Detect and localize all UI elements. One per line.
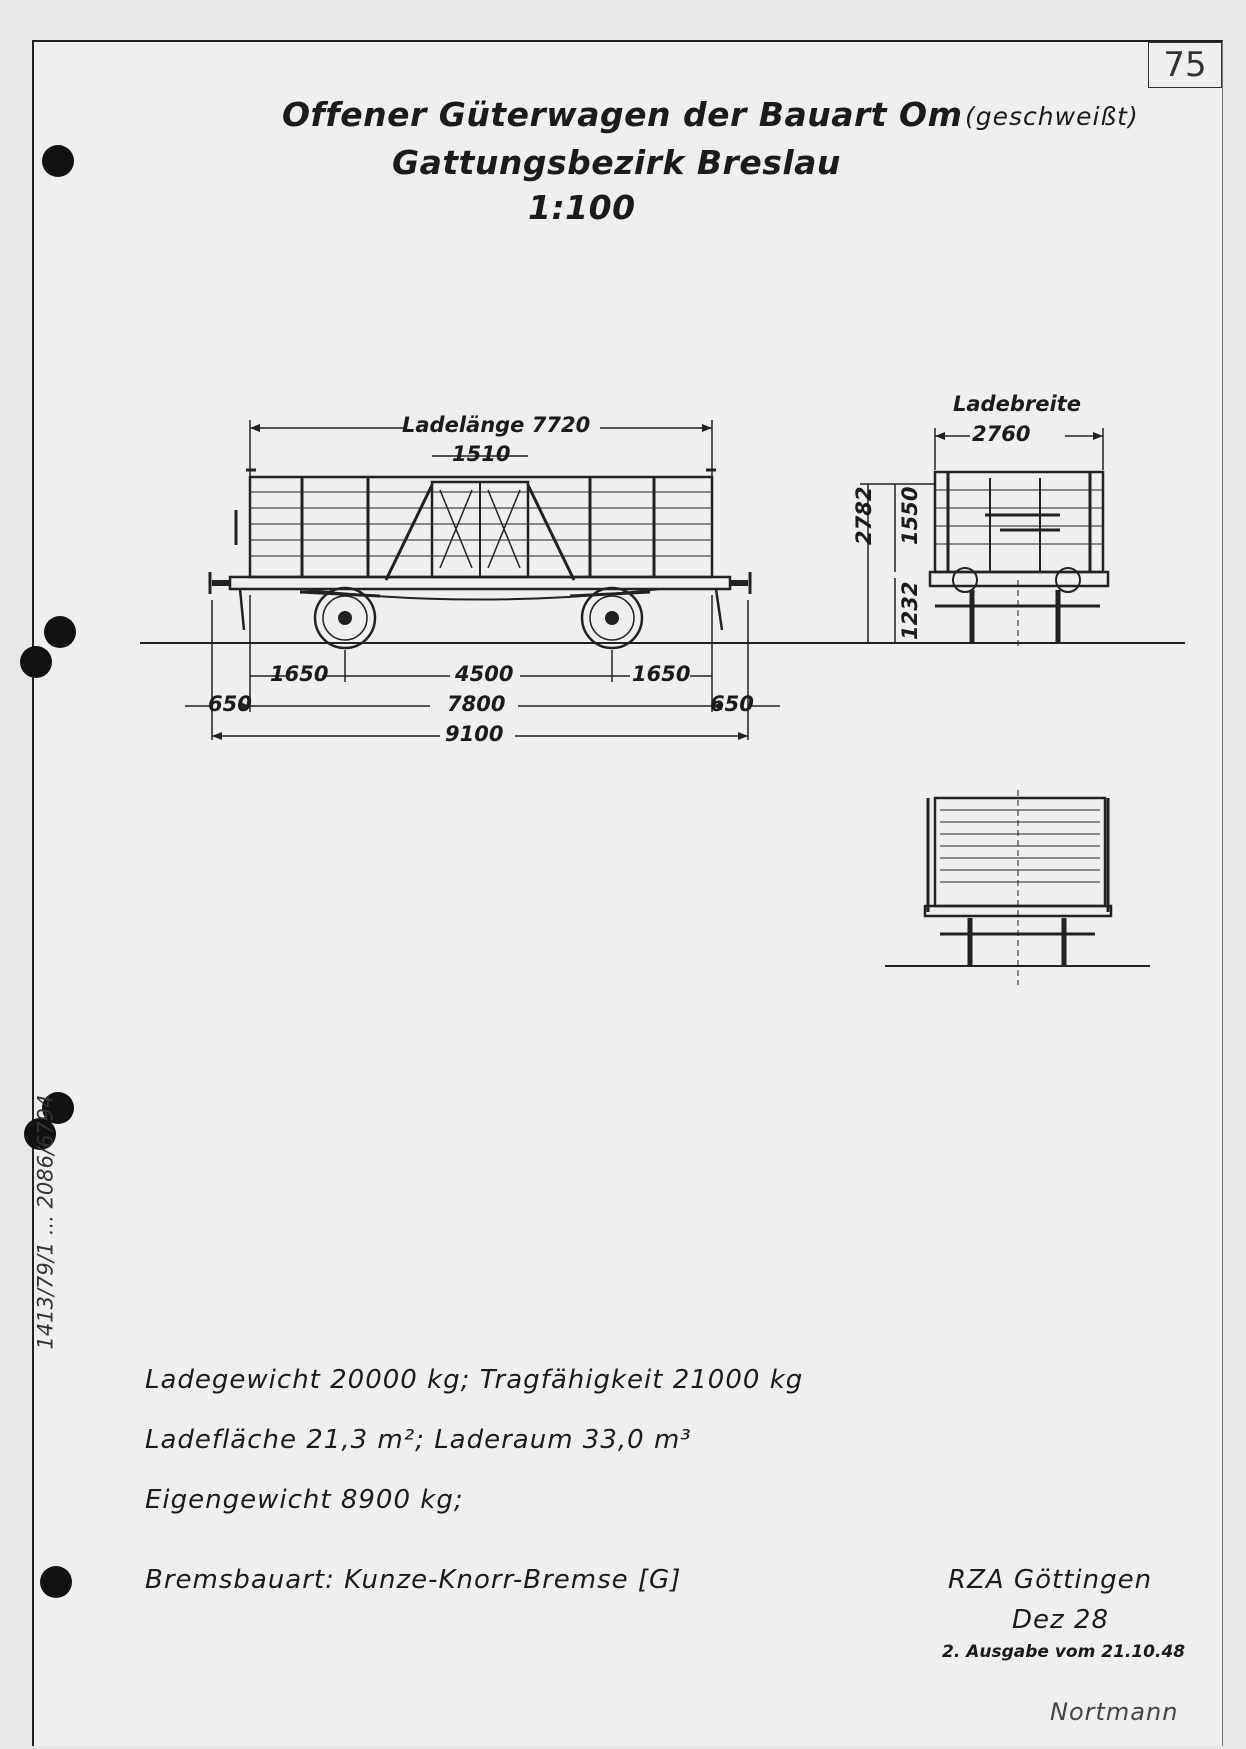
title-note: (geschweißt)	[965, 102, 1139, 131]
front-view-wagon	[885, 790, 1150, 985]
footer-signature: Nortmann	[1050, 1698, 1179, 1726]
dim-650-right: 650	[710, 692, 754, 716]
height-total-label: 2782	[852, 486, 876, 545]
ladelaenge-label: Ladelänge 7720	[402, 413, 591, 437]
title-line-2: Gattungsbezirk Breslau	[392, 143, 841, 182]
ladebreite-value: 2760	[972, 422, 1031, 446]
height-side-label: 1550	[898, 486, 922, 545]
sheet-number: 75	[1148, 42, 1222, 88]
footer-office: RZA Göttingen	[948, 1565, 1153, 1595]
spec-tare-weight: Eigengewicht 8900 kg;	[145, 1485, 464, 1515]
dim-overall-length: 9100	[445, 722, 504, 746]
spec-load-weight: Ladegewicht 20000 kg; Tragfähigkeit 21000 kg	[145, 1365, 804, 1395]
dim-650-left: 650	[208, 692, 252, 716]
ladebreite-label: Ladebreite	[953, 392, 1081, 416]
dim-1650-right: 1650	[632, 662, 691, 686]
margin-stamp: 1413/79/1 ... 2086/6794	[33, 1094, 58, 1350]
dim-1650-left: 1650	[270, 662, 329, 686]
footer-date: Dez 28	[1012, 1605, 1110, 1635]
dim-wheelbase: 4500	[455, 662, 514, 686]
spec-brake-type: Bremsbauart: Kunze-Knorr-Bremse [G]	[145, 1565, 682, 1595]
title-line-1: Offener Güterwagen der Bauart Om	[282, 95, 963, 134]
end-view-wagon	[930, 472, 1108, 650]
door-width-label: 1510	[452, 442, 511, 466]
side-view-wagon	[210, 470, 750, 648]
end-dimension-lines	[860, 428, 1103, 643]
height-floor-label: 1232	[898, 581, 922, 640]
footer-edition: 2. Ausgabe vom 21.10.48	[942, 1642, 1186, 1662]
dim-frame-length: 7800	[447, 692, 506, 716]
spec-load-area: Ladefläche 21,3 m²; Laderaum 33,0 m³	[145, 1425, 692, 1455]
scale-label: 1:100	[528, 188, 636, 227]
